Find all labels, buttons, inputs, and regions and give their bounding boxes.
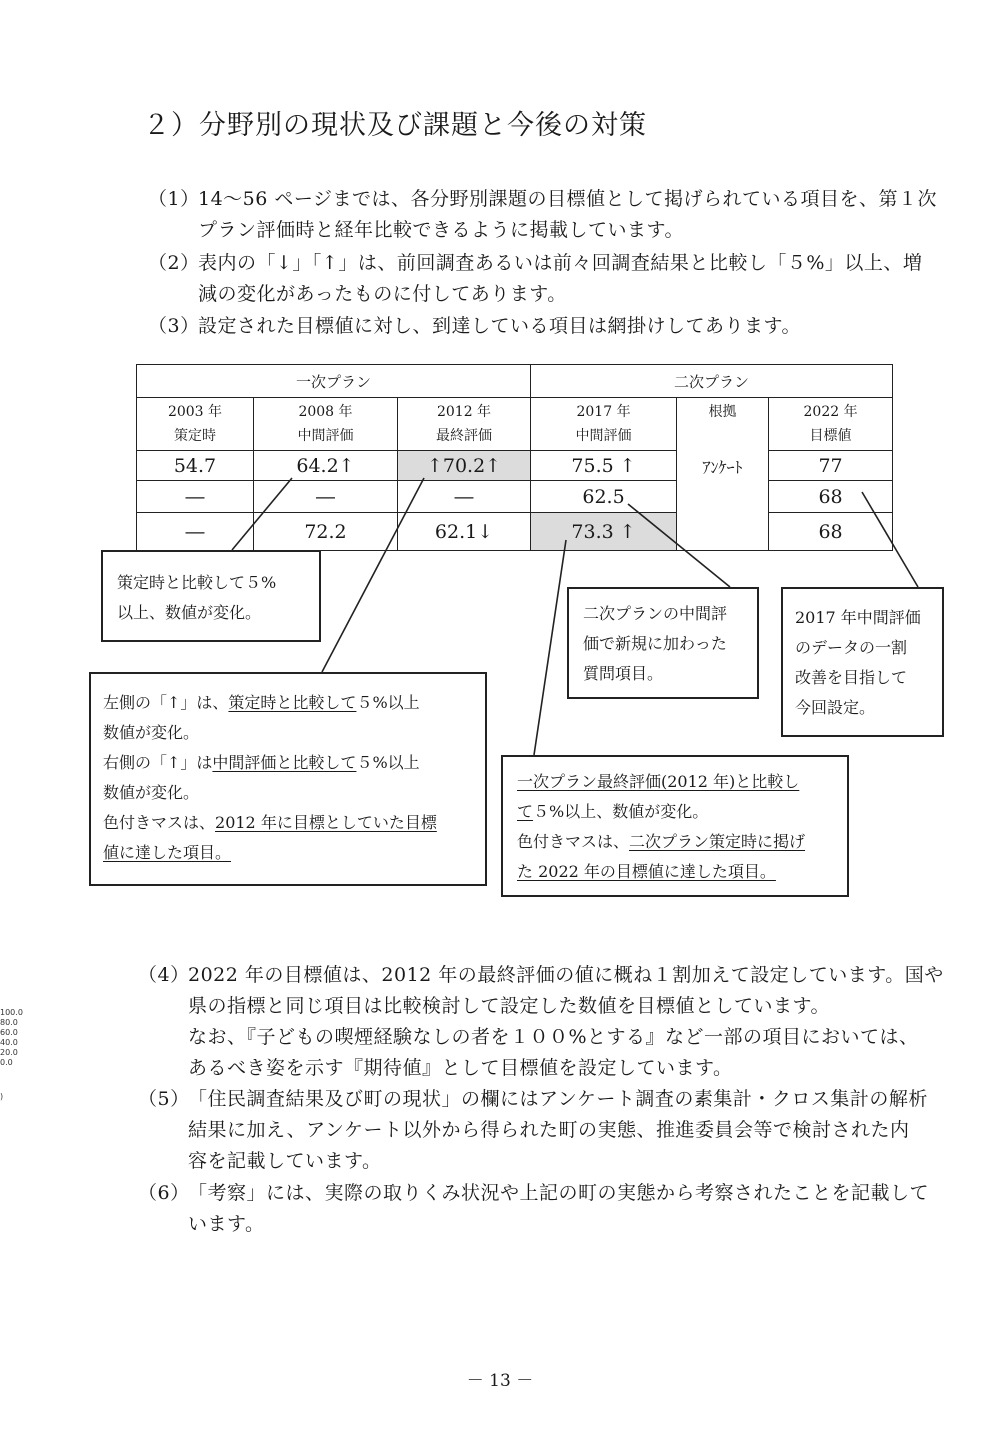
note-6 (138, 1178, 929, 1240)
callout-box-d: 2017 年中間評価 のデータの一割 改善を目指して 今回設定。 (781, 587, 944, 737)
note-text: なお、『子どもの喫煙経験なしの者を１００%とする』など一部の項目においては、 (188, 1026, 919, 1048)
table-cell: 75.5 ↑ (531, 451, 677, 481)
note-text: 減の変化があったものに付してあります。 (198, 283, 567, 305)
column-header: 2003 年 策定時 (137, 398, 254, 451)
leader-line (534, 540, 566, 755)
table-cell-shaded: ↑70.2↑ (398, 451, 531, 481)
note-text: 表内の「↓」「↑」は、前回調査あるいは前々回調査結果と比較し「５%」以上、増 (198, 252, 923, 274)
leader-line (232, 478, 292, 550)
basis-value: ｱﾝｹｰﾄ (702, 458, 743, 477)
table-group-secondary-plan: 二次プラン (531, 365, 893, 398)
callout-box-c: 二次プランの中間評 価で新規に加わった 質問項目。 (567, 587, 759, 699)
column-header: 2017 年 中間評価 (531, 398, 677, 451)
table-cell: 62.1↓ (398, 513, 531, 551)
note-text: 「住民調査結果及び町の現状」の欄にはアンケート調査の素集計・クロス集計の解析 (188, 1088, 928, 1110)
callout-box-e: 一次プラン最終評価(2012 年)と比較し て５%以上、数値が変化。 色付きマスは、二次プラン策定時に掲げ た 2022 年の目標値に達した項目。 (501, 755, 849, 897)
margin-bleed-numbers: 100.0 80.0 60.0 40.0 20.0 0.0 ) (0, 1008, 23, 1101)
note-text: 結果に加え、アンケート以外から得られた町の実態、推進委員会等で検討された内 (188, 1119, 910, 1141)
table-cell: ― (137, 513, 254, 551)
column-header: 2022 年 目標値 (769, 398, 893, 451)
note-5 (138, 1084, 928, 1177)
note-number: （3） (148, 315, 200, 337)
page-title: ２）分野別の現状及び課題と今後の対策 (143, 110, 647, 141)
callout-box-a: 策定時と比較して５% 以上、数値が変化。 (101, 550, 321, 642)
note-text: 容を記載しています。 (188, 1150, 382, 1172)
table-group-primary-plan: 一次プラン (137, 365, 531, 398)
leader-line (322, 478, 424, 672)
table-cell: 54.7 (137, 451, 254, 481)
note-text: 「考察」には、実際の取りくみ状況や上記の町の実態から考察されたことを記載して (188, 1182, 930, 1204)
callout-box-b: 左側の「↑」は、策定時と比較して５%以上 数値が変化。 右側の「↑」は中間評価と比較して５%以上 数値が変化。 色付きマスは、2012 年に目標としていた目標 値に達した項目。 (89, 672, 487, 886)
table-cell: ― (254, 481, 398, 513)
note-number: （6） (138, 1182, 190, 1204)
column-header: 2008 年 中間評価 (254, 398, 398, 451)
table-cell: 77 (769, 451, 893, 481)
page-number: － 13 － (466, 1371, 534, 1391)
column-header-basis: 根拠 ｱﾝｹｰﾄ (677, 398, 769, 551)
note-number: （2） (148, 252, 200, 274)
note-text: 14～56 ページまでは、各分野別課題の目標値として掲げられている項目を、第１次 (198, 188, 938, 210)
note-text: プラン評価時と経年比較できるように掲載しています。 (198, 219, 684, 241)
table-cell: 62.5 (531, 481, 677, 513)
note-text: 2022 年の目標値は、2012 年の最終評価の値に概ね１割加えて設定しています。国や (188, 964, 944, 986)
table-cell: ― (398, 481, 531, 513)
table-cell: 72.2 (254, 513, 398, 551)
column-header: 2012 年 最終評価 (398, 398, 531, 451)
table-cell: 68 (769, 481, 893, 513)
leader-line (628, 504, 730, 587)
table-cell: ― (137, 481, 254, 513)
note-text: あるべき姿を示す『期待値』として目標値を設定しています。 (188, 1057, 733, 1079)
note-text: 県の指標と同じ項目は比較検討して設定した数値を目標値としています。 (188, 995, 830, 1017)
leader-line (862, 492, 918, 587)
note-text: 設定された目標値に対し、到達している項目は網掛けしてあります。 (198, 315, 801, 337)
note-number: （4） (138, 964, 190, 986)
table-cell: 64.2↑ (254, 451, 398, 481)
note-text: います。 (188, 1213, 265, 1235)
table-cell: 68 (769, 513, 893, 551)
table-cell-shaded: 73.3 ↑ (531, 513, 677, 551)
note-4 (138, 960, 944, 1084)
note-number: （1） (148, 188, 200, 210)
note-number: （5） (138, 1088, 190, 1110)
